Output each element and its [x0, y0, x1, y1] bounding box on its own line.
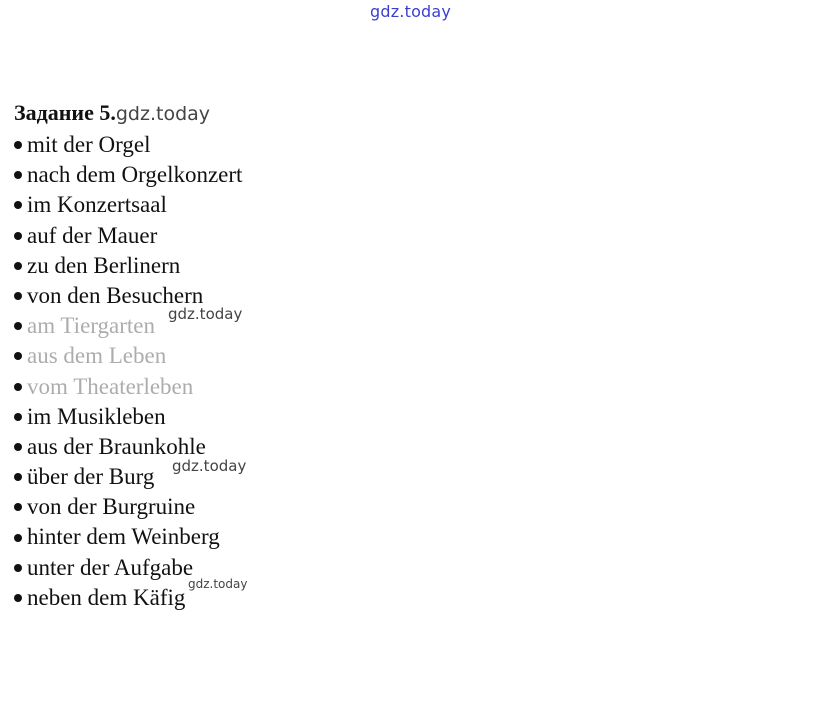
list-item [14, 190, 242, 220]
phrase-text: auf der Mauer [27, 222, 158, 248]
bullet-icon [14, 413, 22, 421]
list-item [14, 130, 242, 160]
phrase-text: nach dem Orgelkonzert [27, 162, 243, 188]
bullet-icon [14, 564, 22, 572]
bullet-icon [14, 141, 22, 149]
list-item [14, 251, 242, 281]
bullet-icon [14, 594, 22, 602]
bullet-icon [14, 201, 22, 209]
bullet-icon [14, 443, 22, 451]
bullet-icon [14, 322, 22, 330]
list-item [14, 372, 242, 402]
phrase-text: mit der Orgel [27, 132, 151, 157]
bullet-icon [14, 292, 22, 300]
phrase-text: unter der Aufgabe [27, 554, 194, 580]
phrase-text: vom Theaterleben [27, 373, 194, 399]
list-item [14, 402, 242, 432]
list-item [14, 221, 242, 251]
list-item [14, 341, 242, 371]
phrase-text: im Musikleben [27, 403, 166, 429]
phrase-text: von den Besuchern [27, 282, 204, 308]
bullet-icon [14, 352, 22, 360]
bullet-icon [14, 383, 22, 391]
bullet-icon [14, 473, 22, 481]
phrase-text: zu den Berlinern [27, 252, 181, 278]
task-heading [14, 100, 210, 126]
phrase-text: über der Burg [27, 464, 155, 490]
site-watermark-top: gdz.today [370, 2, 452, 21]
bullet-icon [14, 534, 22, 542]
phrase-text: aus dem Leben [27, 343, 167, 369]
phrase-text: hinter dem Weinberg [27, 524, 220, 550]
list-item [14, 160, 242, 190]
phrase-text: neben dem Käfig [27, 584, 186, 610]
bullet-icon [14, 262, 22, 270]
title-watermark: gdz.today [115, 103, 211, 125]
inline-watermark: gdz.today [188, 577, 248, 591]
phrase-text: am Tiergarten [27, 313, 155, 339]
list-item [14, 522, 242, 552]
task-title: Задание 5. [14, 100, 116, 125]
phrase-text: von der Burgruine [27, 494, 196, 520]
inline-watermark: gdz.today [172, 457, 247, 475]
inline-watermark: gdz.today [168, 305, 243, 323]
bullet-icon [14, 171, 22, 179]
phrase-text: aus der Braunkohle [27, 433, 206, 459]
phrase-text: im Konzertsaal [27, 192, 167, 218]
phrase-list [14, 130, 242, 613]
bullet-icon [14, 503, 22, 511]
list-item [14, 492, 242, 522]
bullet-icon [14, 232, 22, 240]
